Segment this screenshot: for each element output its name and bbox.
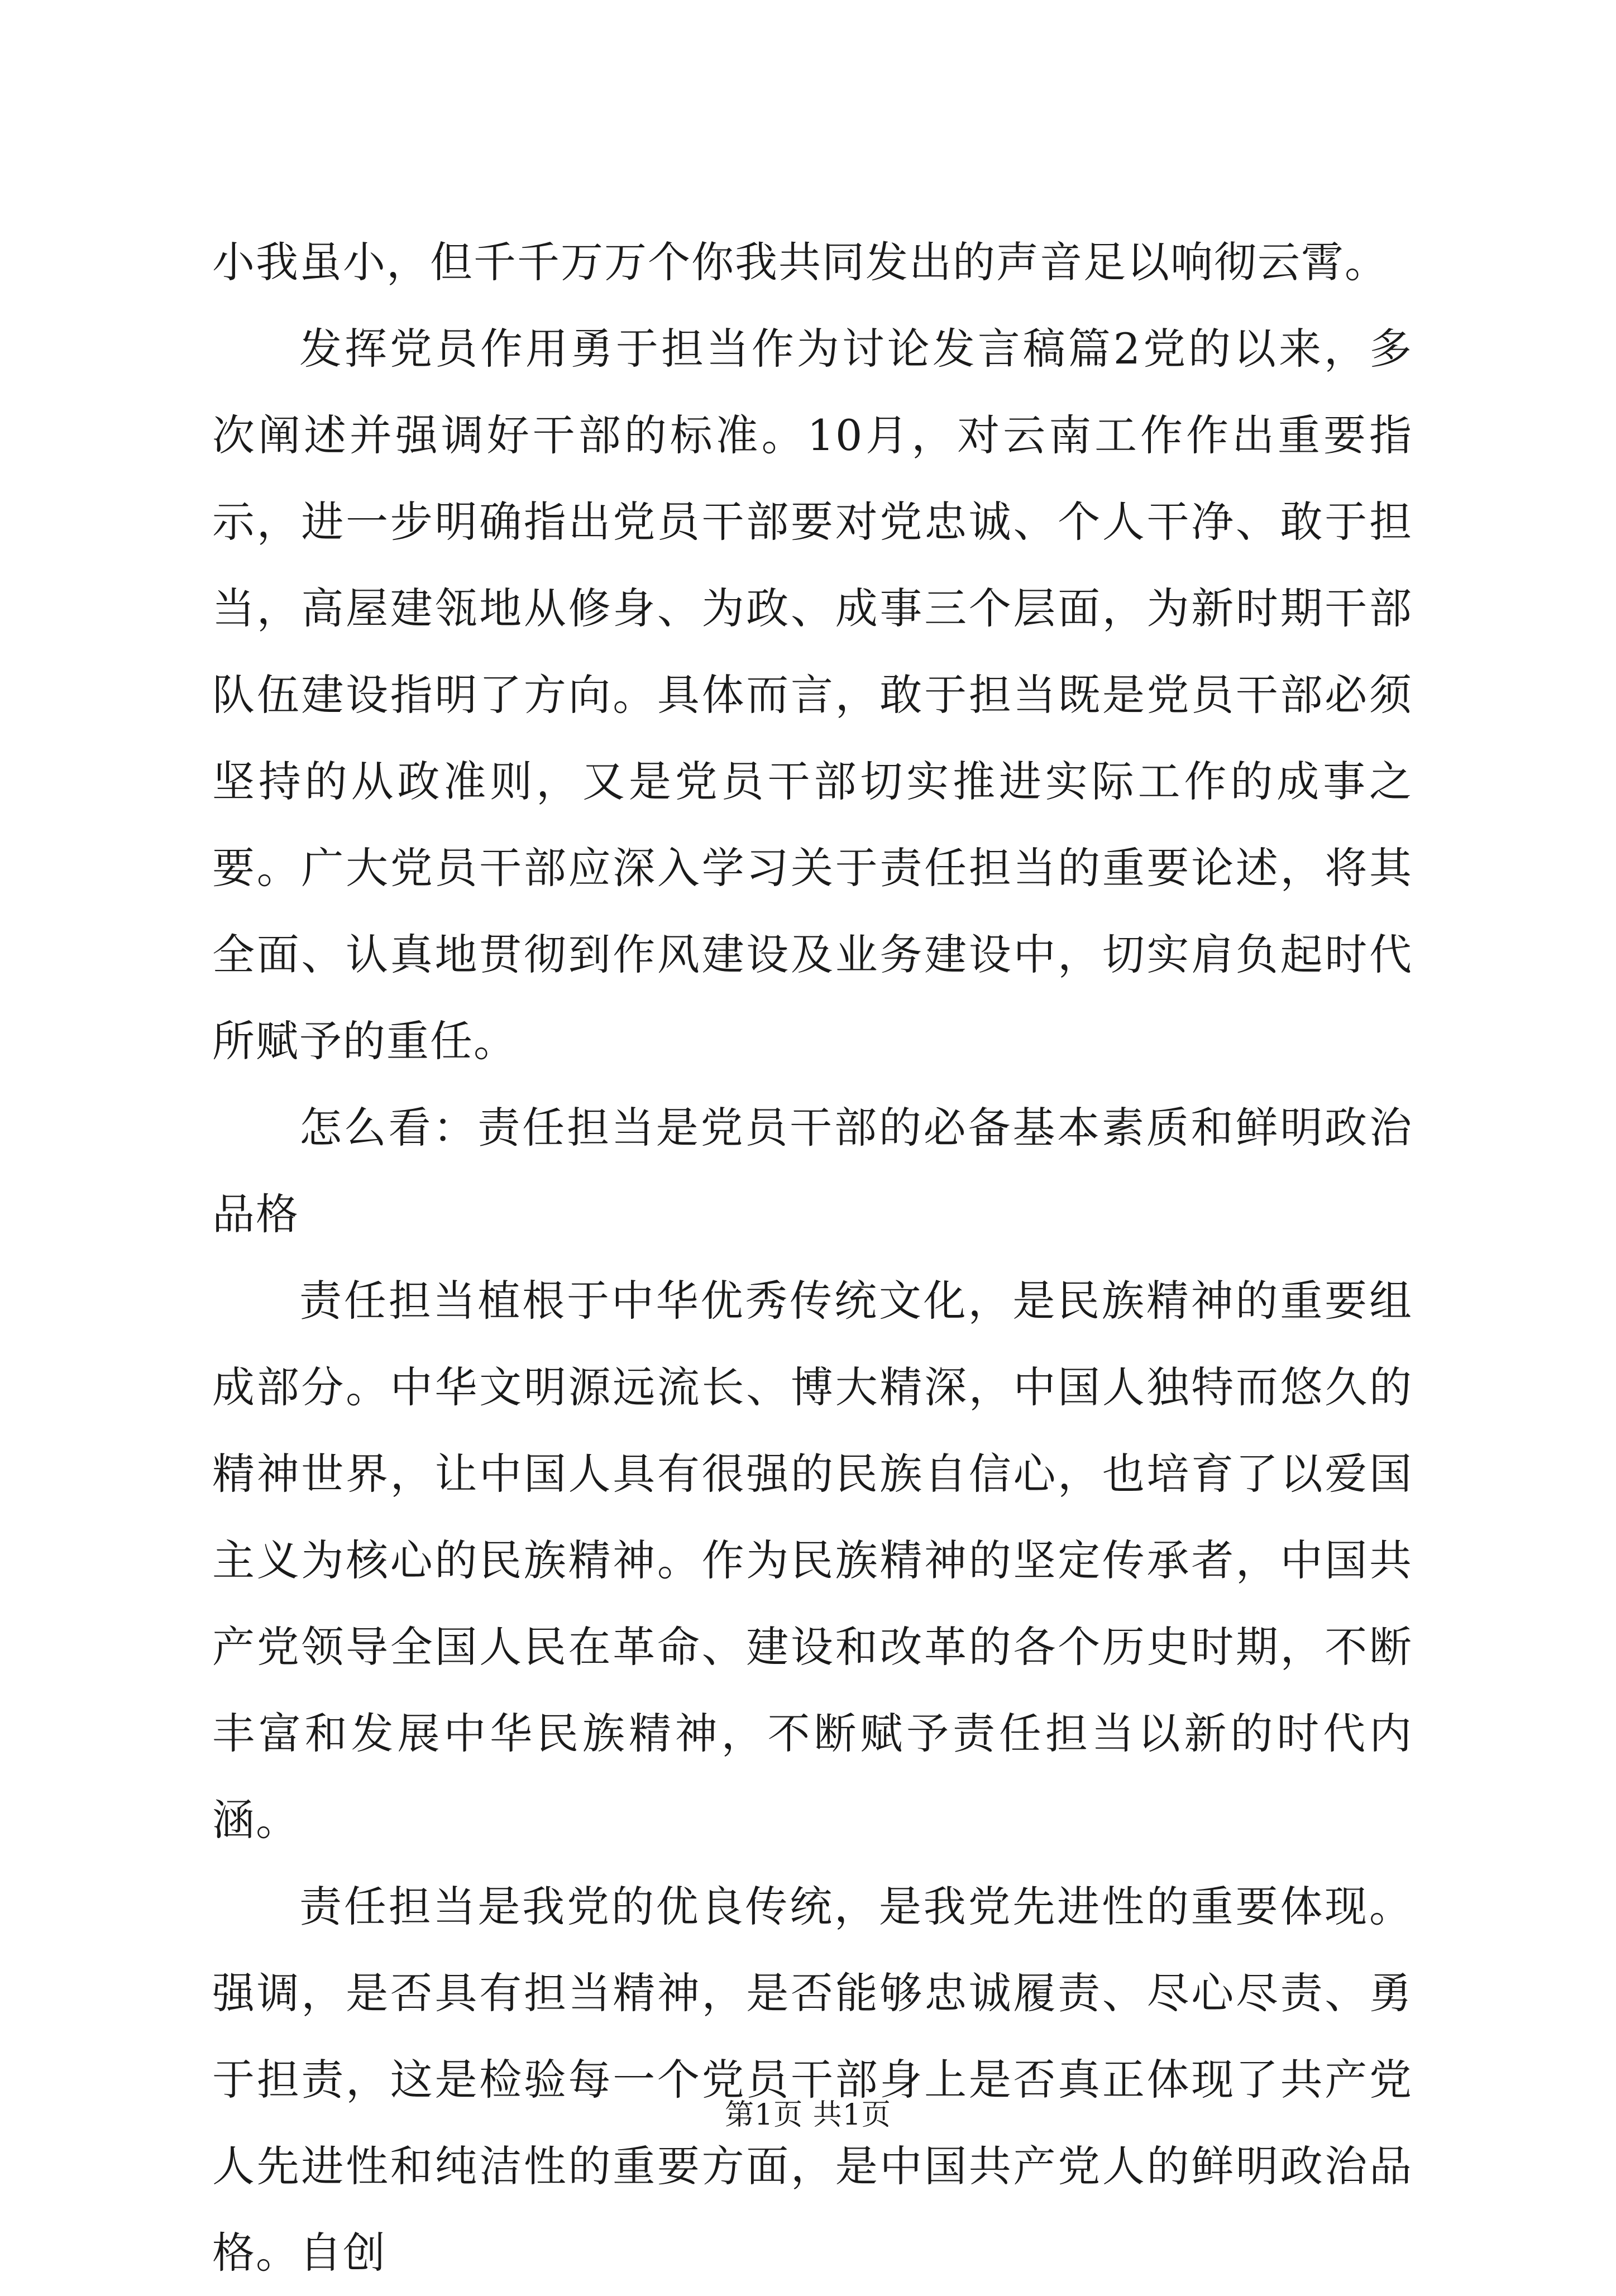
paragraph-3-heading: 怎么看：责任担当是党员干部的必备基本素质和鲜明政治品格: [212, 1103, 1413, 1239]
paragraph-1: 小我虽小，但千千万万个你我共同发出的声音足以响彻云霄。: [212, 237, 1388, 287]
document-body: [212, 219, 1413, 2296]
page-footer: 第1页 共1页: [725, 2098, 891, 2132]
paragraph-2: 发挥党员作用勇于担当作为讨论发言稿篇2党的以来，多次阐述并强调好干部的标准。10月，对云南工作作出重要指示，进一步明确指出党员干部要对党忠诚、个人干净、敢于担当，高屋建瓴地从修身、为政、成事三个层面，为新时期干部队伍建设指明了方向。具体而言，敢于担当既是党员干部必须坚持的从政准则，又是党员干部切实推进实际工作的成事之要。广大党员干部应深入学习关于责任担当的重要论述，将其全面、认真地贯彻到作风建设及业务建设中，切实肩负起时代所赋予的重任。: [212, 324, 1413, 1066]
paragraph-5: 责任担当是我党的优良传统，是我党先进性的重要体现。强调，是否具有担当精神，是否能够忠诚履责、尽心尽责、勇于担责，这是检验每一个党员干部身上是否真正体现了共产党人先进性和纯洁性的重要方面，是中国共产党人的鲜明政治品格。自创: [212, 1882, 1413, 2278]
paragraph-4: 责任担当植根于中华优秀传统文化，是民族精神的重要组成部分。中华文明源远流长、博大精深，中国人独特而悠久的精神世界，让中国人具有很强的民族自信心，也培育了以爱国主义为核心的民族精神。作为民族精神的坚定传承者，中国共产党领导全国人民在革命、建设和改革的各个历史时期，不断丰富和发展中华民族精神，不断赋予责任担当以新的时代内涵。: [212, 1276, 1413, 1845]
